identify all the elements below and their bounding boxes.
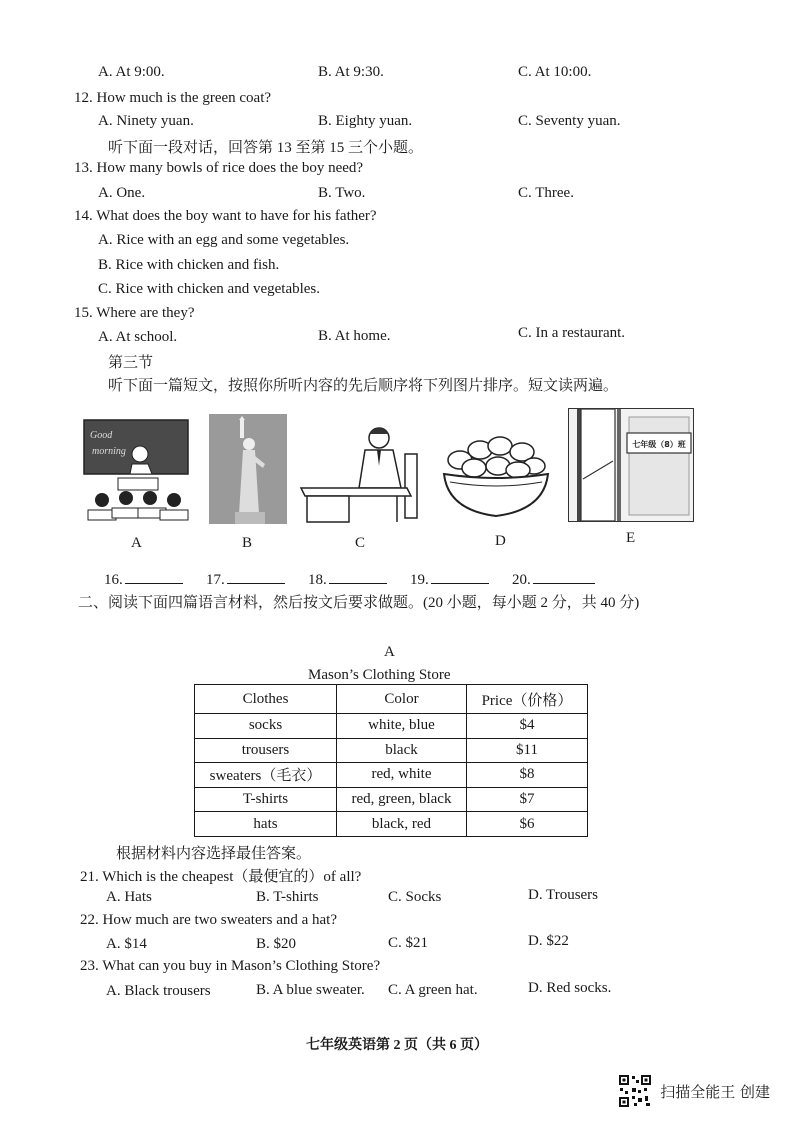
q23-stem: 23. What can you buy in Mason’s Clothing Store? [80, 958, 381, 974]
cell-clothes: trousers [195, 738, 337, 763]
table-row [195, 738, 588, 763]
cell-color: black, red [337, 812, 467, 837]
q12-option-c: C. Seventy yuan. [518, 113, 621, 129]
cell-color: red, white [337, 763, 467, 788]
store-title: Mason’s Clothing Store [308, 667, 451, 683]
classroom-sign-text: 七年级（8）班 [632, 440, 686, 449]
picture-label-a: A [131, 535, 142, 551]
table-header-row [195, 685, 588, 714]
cell-color: black [337, 738, 467, 763]
picture-b-statue [209, 414, 287, 524]
picture-label-c: C [355, 535, 366, 551]
q14-option-a: A. Rice with an egg and some vegetables. [98, 232, 350, 248]
cell-price: $8 [467, 763, 588, 788]
section3-instruction: 听下面一篇短文，按照你所听内容的先后顺序将下列图片排序。短文读两遍。 [108, 378, 619, 394]
board-text-1: Good [90, 430, 113, 441]
q14-option-b: B. Rice with chicken and fish. [98, 257, 280, 273]
q13-option-a: A. One. [98, 185, 146, 201]
q23-option-a: A. Black trousers [106, 983, 211, 999]
clothing-price-table [194, 684, 588, 837]
picture-label-e: E [626, 530, 636, 546]
picture-c-man-at-desk [297, 418, 425, 526]
q13-option-b: B. Two. [318, 185, 366, 201]
part2-heading: 二、阅读下面四篇语言材料，然后按文后要求做题。(20 小题，每小题 2 分，共 40 分) [78, 595, 640, 611]
header-color: Color [337, 685, 467, 714]
q23-option-c: C. A green hat. [388, 982, 478, 998]
header-clothes: Clothes [195, 685, 337, 714]
cell-color: white, blue [337, 714, 467, 739]
q23-option-b: B. A blue sweater. [256, 982, 365, 998]
cell-price: $11 [467, 738, 588, 763]
q15-option-c: C. In a restaurant. [518, 325, 626, 341]
q14-stem: 14. What does the boy want to have for his father? [74, 208, 377, 224]
cell-color: red, green, black [337, 787, 467, 812]
q23-option-d: D. Red socks. [528, 980, 612, 996]
q11-option-b: B. At 9:30. [318, 64, 384, 80]
scanner-watermark-text: 扫描全能王 创建 [660, 1082, 770, 1101]
answer-blank-16[interactable]: 16. [104, 570, 183, 589]
q13-stem: 13. How many bowls of rice does the boy need? [74, 160, 364, 176]
answer-blank-20[interactable]: 20. [512, 570, 595, 589]
instruction-13-15: 听下面一段对话，回答第 13 至第 15 三个小题。 [108, 140, 424, 156]
q22-option-d: D. $22 [528, 933, 569, 949]
picture-a-classroom [82, 418, 190, 526]
qr-code-icon [618, 1074, 652, 1108]
header-price: Price（价格） [467, 685, 588, 714]
q12-stem: 12. How much is the green coat? [74, 90, 272, 106]
cell-clothes: socks [195, 714, 337, 739]
q15-option-a: A. At school. [98, 329, 178, 345]
q13-option-c: C. Three. [518, 185, 574, 201]
scanner-watermark [618, 1074, 770, 1108]
cell-price: $7 [467, 787, 588, 812]
table-row [195, 812, 588, 837]
table-row [195, 787, 588, 812]
q21-option-d: D. Trousers [528, 887, 599, 903]
q12-option-a: A. Ninety yuan. [98, 113, 194, 129]
cell-price: $4 [467, 714, 588, 739]
q14-option-c: C. Rice with chicken and vegetables. [98, 281, 321, 297]
cell-clothes: T-shirts [195, 787, 337, 812]
q22-stem: 22. How much are two sweaters and a hat? [80, 912, 337, 928]
page-footer: 七年级英语第 2 页（共 6 页） [306, 1038, 488, 1053]
answer-blank-17[interactable]: 17. [206, 570, 285, 589]
table-row [195, 763, 588, 788]
q21-stem: 21. Which is the cheapest（最便宜的）of all? [80, 869, 362, 885]
passage-a-instruction: 根据材料内容选择最佳答案。 [116, 846, 312, 862]
q22-option-b: B. $20 [256, 936, 297, 952]
q22-option-c: C. $21 [388, 935, 429, 951]
q21-option-c: C. Socks [388, 889, 442, 905]
q21-option-a: A. Hats [106, 889, 152, 905]
cell-price: $6 [467, 812, 588, 837]
picture-e-classroom-door [568, 408, 694, 522]
q11-option-c: C. At 10:00. [518, 64, 592, 80]
q15-stem: 15. Where are they? [74, 305, 195, 321]
picture-label-b: B [242, 535, 253, 551]
section3-title: 第三节 [108, 355, 154, 371]
q22-option-a: A. $14 [106, 936, 147, 952]
q21-option-b: B. T-shirts [256, 889, 319, 905]
picture-d-dumplings-bowl [440, 430, 552, 522]
q12-option-b: B. Eighty yuan. [318, 113, 413, 129]
cell-clothes: hats [195, 812, 337, 837]
answer-blank-18[interactable]: 18. [308, 570, 387, 589]
passage-a-letter: A [384, 644, 395, 660]
q11-option-a: A. At 9:00. [98, 64, 165, 80]
q15-option-b: B. At home. [318, 328, 391, 344]
cell-clothes: sweaters（毛衣） [195, 763, 337, 788]
answer-blank-19[interactable]: 19. [410, 570, 489, 589]
picture-label-d: D [495, 533, 506, 549]
board-text-2: morning [92, 446, 126, 457]
table-row [195, 714, 588, 739]
